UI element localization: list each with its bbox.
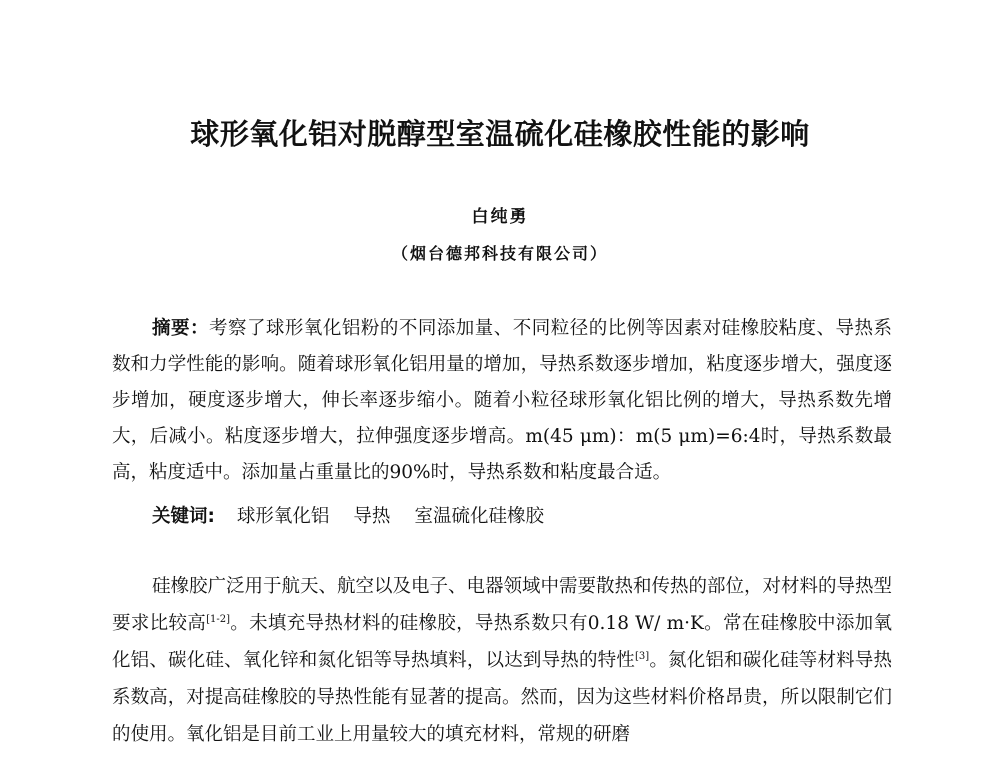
abstract-paragraph [112,311,892,491]
citation-ref[interactable]: [1-2] [206,613,230,625]
body-text-segment: 。未填充导热材料的硅橡胶，导热系数只有0.18 W/ m·K。常在硅橡胶中添加氧化铝、碳化硅、氧化锌和氮化铝等导热填料，以达到导热的特性 [112,613,892,671]
author-name: 白纯勇 [471,207,529,227]
abstract-text: 考察了球形氧化铝粉的不同添加量、不同粒径的比例等因素对硅橡胶粘度、导热系数和力学性能的影响。随着球形氧化铝用量的增加，导热系数逐步增加，粘度逐步增大，强度逐步增加，硬度逐步增大，伸长率逐步缩小。随着小粒径球形氧化铝比例的增大，导热系数先增大，后减小。粘度逐步增大，拉伸强度逐步增高。m(45 μm)：m(5 μm)=6:4时，导热系数最高，粘度适中。添加量占重量比的90%时，导热系数和粘度最合适。 [112,318,892,483]
body-paragraph [112,568,892,753]
keyword-item: 室温硫化硅橡胶 [414,506,544,527]
keyword-item: 球形氧化铝 [236,506,330,527]
keywords-line [152,499,892,535]
body-text-segment: 硅橡胶广泛用于航天、航空以及电子、电器领域中需要散热和传热的部位，对材料的导热型要求比较高 [112,576,893,634]
author-affiliation: （烟台德邦科技有限公司） [391,244,608,263]
citation-ref[interactable]: [3] [635,650,650,662]
keywords-label: 关键词: [152,506,215,527]
abstract-label: 摘要： [152,318,209,339]
paper-title: 球形氧化铝对脱醇型室温硫化硅橡胶性能的影响 [190,117,810,151]
keyword-item: 导热 [353,506,391,527]
body-text-segment: 。氮化铝和碳化硅等材料导热系数高，对提高硅橡胶的导热性能有显著的提高。然而，因为这些材料价格昂贵，所以限制它们的使用。氧化铝是目前工业上用量较大的填充材料，常规的研磨 [112,650,892,745]
